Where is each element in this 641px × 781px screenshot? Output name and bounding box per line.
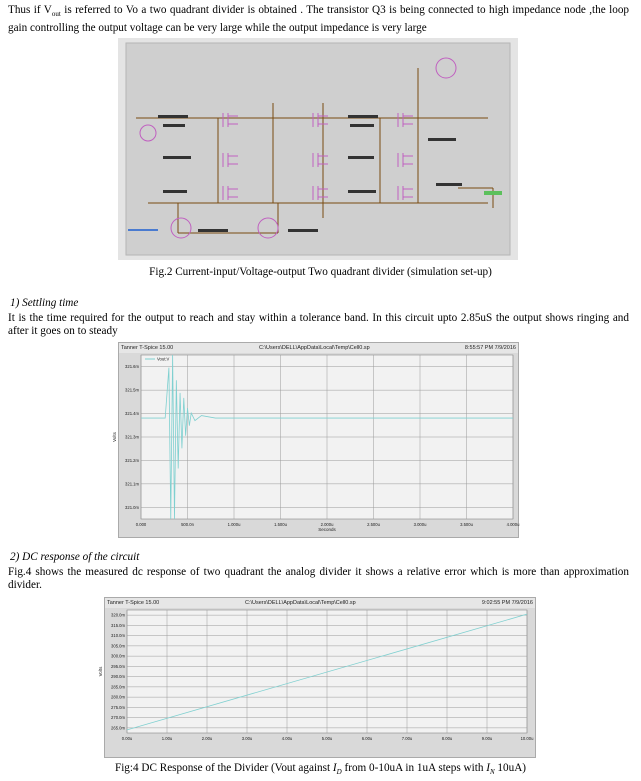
fig4-symbol-n: I — [486, 762, 490, 774]
settling-time-chart — [112, 353, 520, 537]
intro-text-post: is referred to Vo a two quadrant divider is obtained . The transistor Q3 is being connected to high impedance node ,the loop gain controlling the output voltage can be very large while the output impedance is very large — [8, 4, 630, 34]
y-tick-label: 321.4m — [125, 411, 139, 417]
plot1-titlebar — [119, 343, 518, 353]
plot2-title-right: 9:02:55 PM 7/9/2016 — [481, 600, 533, 606]
fig4-caption-mid: from 0-10uA in 1uA steps with — [341, 762, 487, 774]
section2-heading: 2) DC response of the circuit — [10, 551, 140, 563]
x-tick-label: 10.00u — [520, 736, 534, 741]
fig4-caption — [0, 762, 641, 780]
x-tick-label: 0.00u — [121, 736, 133, 741]
y-tick-label: 275.0m — [111, 704, 125, 710]
x-tick-label: 2.500u — [367, 522, 380, 527]
y-tick-label: 270.0m — [111, 715, 125, 721]
schematic-diagram — [118, 38, 518, 260]
x-tick-label: 0.000 — [135, 522, 147, 527]
plot2-title-left: Tanner T-Spice 15.00 — [107, 600, 160, 606]
fig4-symbol-d: I — [332, 762, 337, 774]
y-tick-label: 285.0m — [111, 684, 125, 690]
intro-paragraph — [8, 4, 629, 35]
x-tick-label: 7.00u — [401, 736, 413, 741]
x-tick-label: 5.00u — [321, 736, 333, 741]
fig2-caption: Fig.2 Current-input/Voltage-output Two quadrant divider (simulation set-up) — [149, 266, 492, 278]
section2-body: Fig.4 shows the measured dc response of two quadrant the analog divider it shows a relative error which is more than approximation divider. — [8, 566, 629, 592]
y-axis-label: Volts — [98, 666, 103, 677]
dc-response-plot — [98, 597, 536, 758]
x-tick-label: 1.500u — [274, 522, 287, 527]
y-tick-label: 315.0m — [111, 622, 125, 628]
section1-heading: 1) Settling time — [10, 297, 79, 309]
section1-body: It is the time required for the output to reach and stay within a tolerance band. In this circuit upto 2.85uS the output shows ringing and after it goes on to steady — [8, 312, 629, 338]
x-tick-label: 9.00u — [481, 736, 493, 741]
x-tick-label: 2.00u — [201, 736, 213, 741]
intro-text-sub: out — [51, 10, 61, 19]
y-tick-label: 321.5m — [125, 387, 139, 393]
y-axis-label: Volts — [112, 432, 117, 442]
y-tick-label: 280.0m — [111, 694, 125, 700]
x-tick-label: 3.000u — [413, 522, 427, 527]
y-tick-label: 300.0m — [111, 653, 125, 659]
x-tick-label: 500.0n — [181, 522, 194, 527]
settling-time-plot — [112, 342, 520, 538]
schematic-figure — [118, 38, 518, 260]
x-tick-label: 1.00u — [161, 736, 173, 741]
y-tick-label: 320.0m — [111, 612, 125, 618]
plot1-title-right: 8:55:57 PM 7/9/2016 — [464, 345, 516, 351]
x-tick-label: 4.000u — [506, 522, 520, 527]
plot2-titlebar — [105, 598, 535, 608]
plot1-title-mid: C:\Users\DELL\AppData\Local\Temp\Cell0.sp — [259, 345, 370, 351]
plot2-title-mid: C:\Users\DELL\AppData\Local\Temp\Cell0.sp — [245, 600, 356, 606]
x-tick-label: 8.00u — [441, 736, 453, 741]
fig4-sub-n: N — [489, 768, 495, 777]
x-tick-label: 2.000u — [320, 522, 334, 527]
y-tick-label: 321.2m — [125, 457, 139, 463]
plot1-title-left: Tanner T-Spice 15.00 — [121, 345, 174, 351]
x-axis-label: Seconds — [318, 527, 336, 532]
x-tick-label: 4.00u — [281, 736, 293, 741]
y-tick-label: 310.0m — [111, 633, 125, 639]
dc-response-chart — [98, 608, 535, 757]
fig4-caption-pre: Fig:4 DC Response of the Divider (Vout against — [114, 762, 333, 774]
fig4-caption-post: 10uA) — [494, 762, 527, 774]
x-tick-label: 3.00u — [241, 736, 253, 741]
fig4-sub-d: D — [336, 768, 342, 777]
x-tick-label: 1.000u — [227, 522, 241, 527]
y-tick-label: 295.0m — [111, 663, 125, 669]
y-tick-label: 305.0m — [111, 643, 125, 649]
x-tick-label: 6.00u — [361, 736, 373, 741]
y-tick-label: 321.3m — [125, 434, 139, 440]
y-tick-label: 290.0m — [111, 674, 125, 680]
x-tick-label: 3.500u — [460, 522, 473, 527]
y-tick-label: 321.1m — [125, 481, 139, 487]
intro-text-pre: Thus if V — [8, 4, 52, 16]
y-tick-label: 265.0m — [111, 725, 125, 731]
y-tick-label: 321.0m — [125, 504, 139, 510]
legend-label: Vout:V — [157, 356, 170, 362]
y-tick-label: 321.6m — [125, 364, 139, 370]
